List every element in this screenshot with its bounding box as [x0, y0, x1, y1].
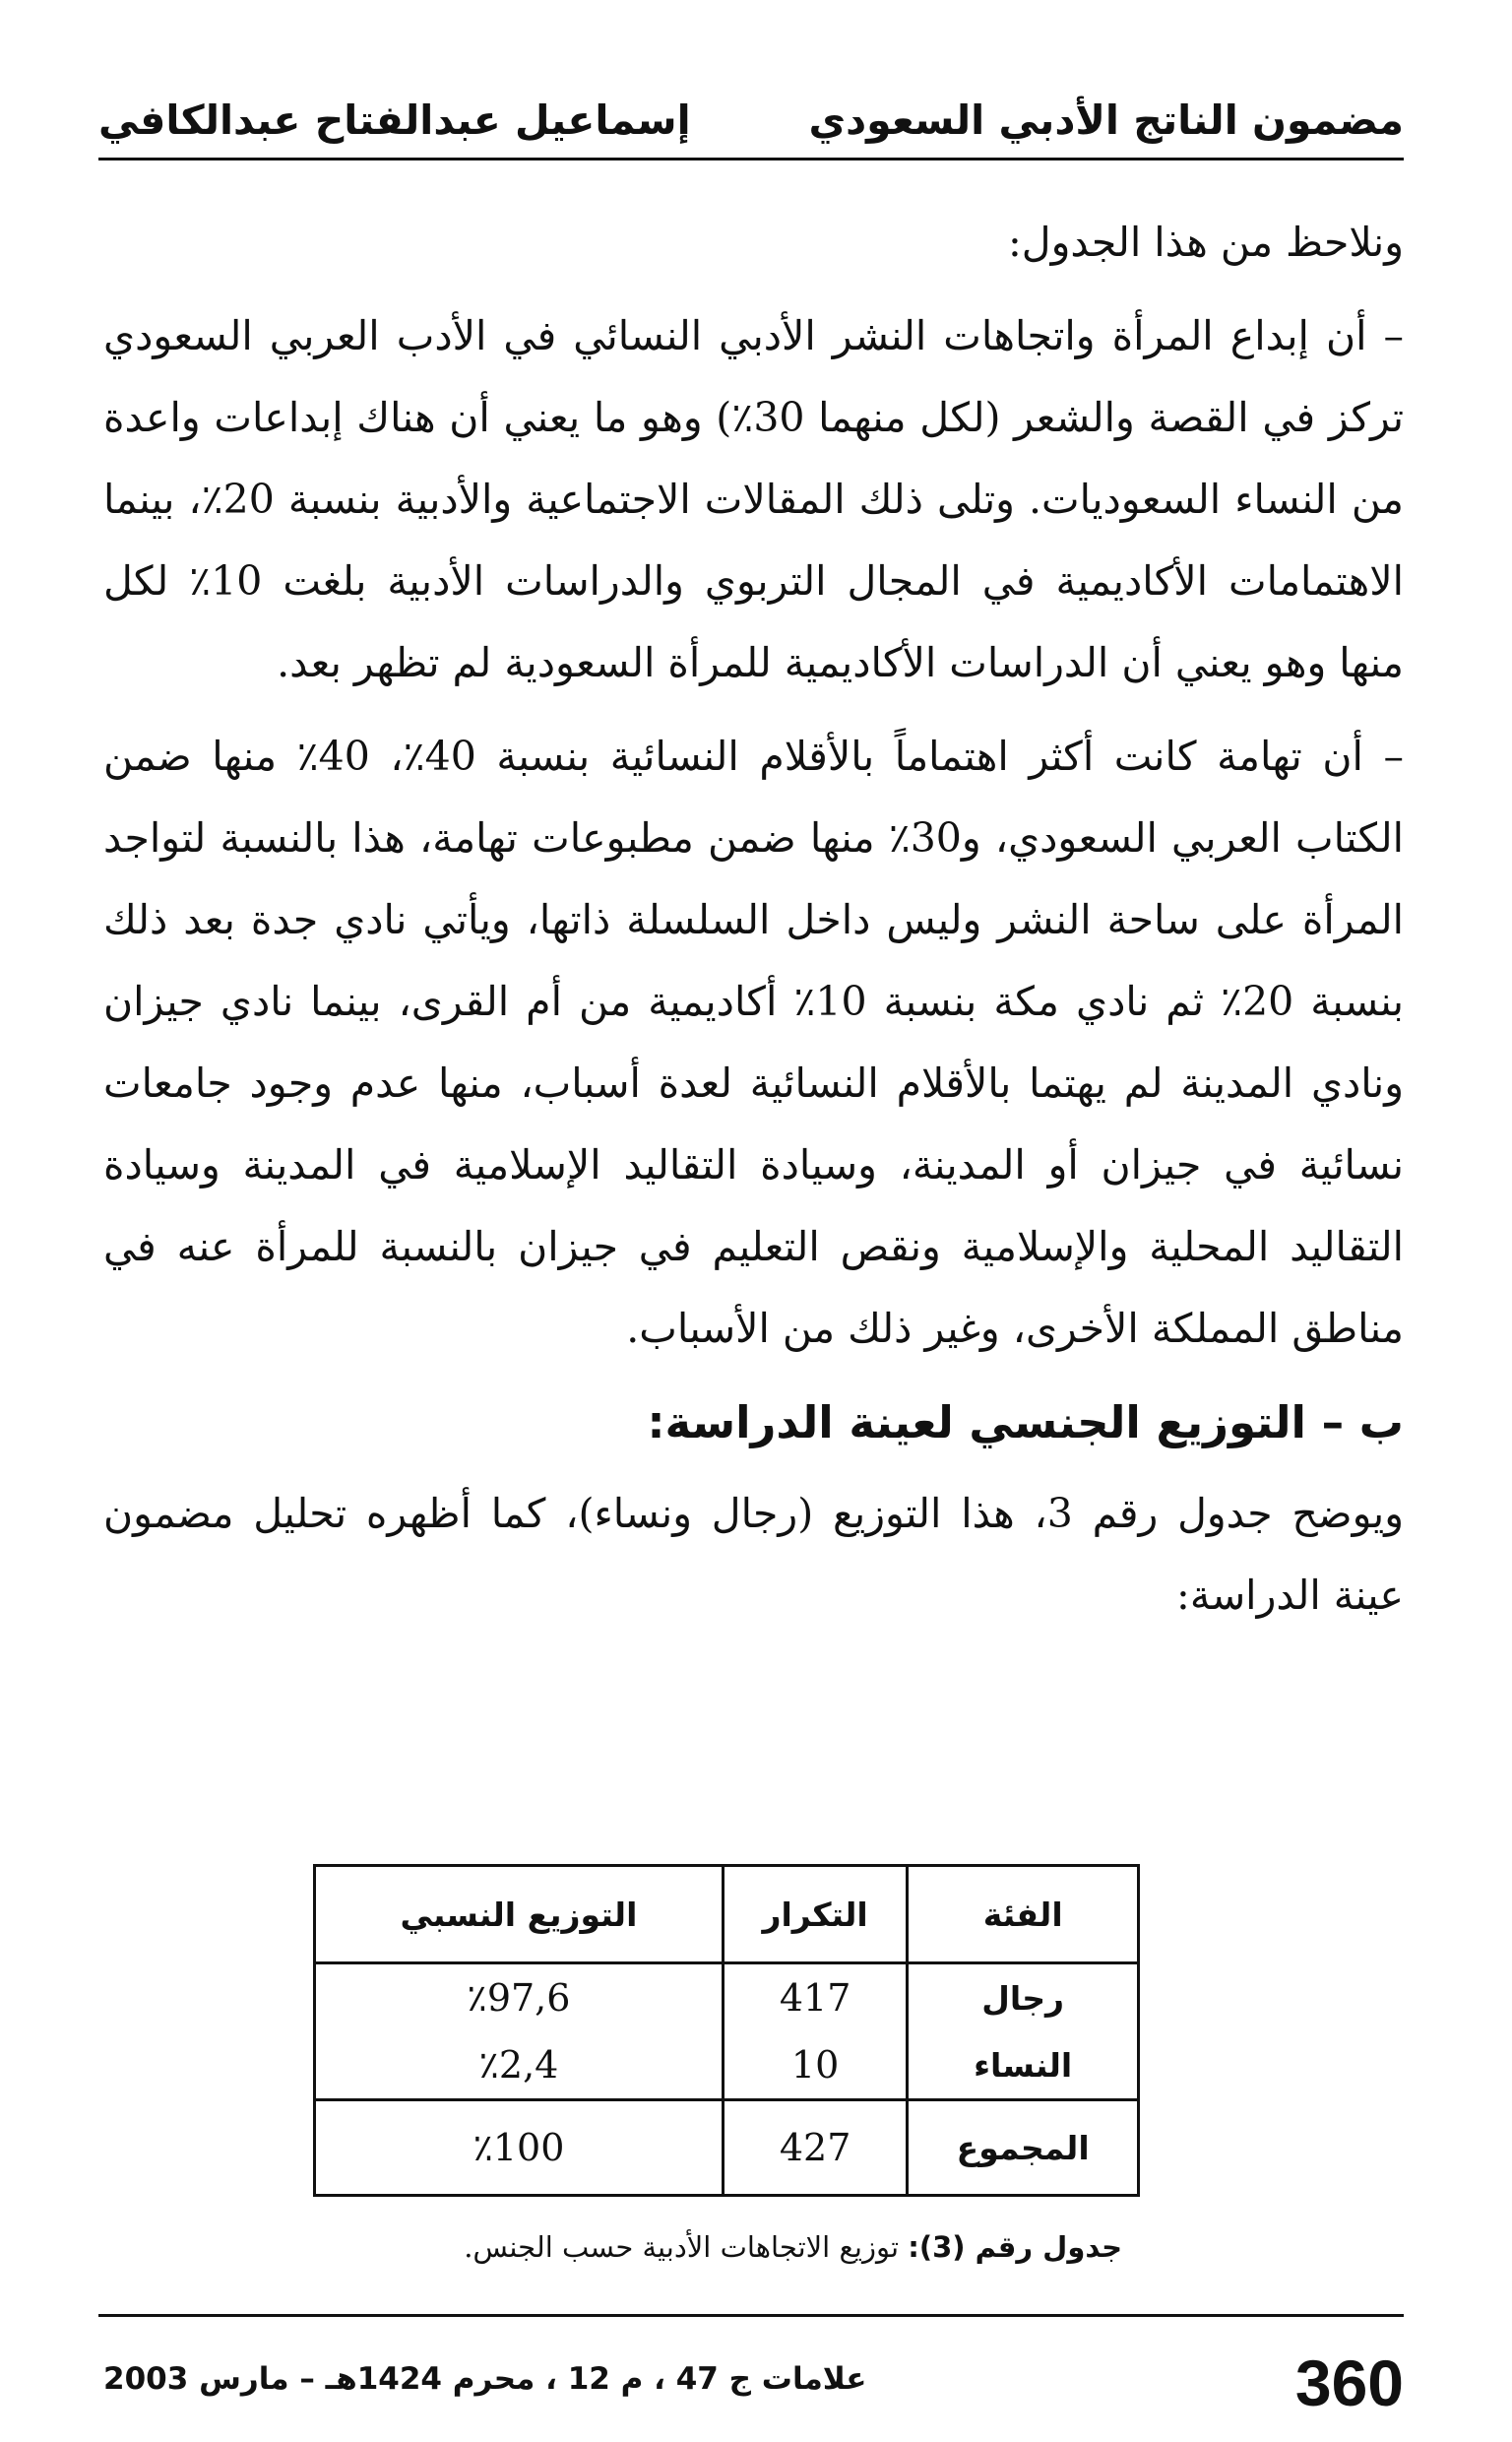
footer-rule — [98, 2314, 1404, 2317]
row-men-percentage: ٪97,6 — [315, 1963, 724, 2032]
footer-journal-info: علامات ج 47 ، م 12 ، محرم 1424هـ – مارس 2003 — [103, 2361, 867, 2397]
header-author: إسماعيل عبدالفتاح عبدالكافي — [98, 96, 691, 144]
page-number: 360 — [1294, 2346, 1404, 2419]
total-percentage: ٪100 — [315, 2100, 724, 2196]
table-row — [315, 2031, 1139, 2100]
header-title: مضمون الناتج الأدبي السعودي — [808, 96, 1404, 144]
row-men-category: رجال — [908, 1963, 1139, 2032]
row-women-percentage: ٪2,4 — [315, 2031, 724, 2100]
body-text — [103, 202, 1404, 1648]
table-row — [315, 1963, 1139, 2032]
row-women-category: النساء — [908, 2031, 1139, 2100]
paragraph-3: ويوضح جدول رقم 3، هذا التوزيع (رجال ونساء)، كما أظهره تحليل مضمون عينة الدراسة: — [103, 1490, 1404, 1619]
header-frequency: التكرار — [723, 1866, 907, 1963]
caption-text: توزيع الاتجاهات الأدبية حسب الجنس. — [464, 2230, 900, 2264]
header-rule — [98, 158, 1404, 161]
paragraph-2: – أن تهامة كانت أكثر اهتماماً بالأقلام النسائية بنسبة 40٪، 40٪ منها ضمن الكتاب العربي السعودي، و30٪ منها ضمن مطبوعات تهامة، هذا بالنسبة لتواجد المرأة على ساحة النشر وليس داخل السلسلة ذاتها، ويأتي نادي جدة بعد ذلك بنسبة 20٪ ثم نادي مكة بنسبة 10٪ أكاديمية من أم القرى، بينما نادي جيزان ونادي المدينة لم يهتما بالأقلام النسائية لعدة أسباب، منها عدم وجود جامعات نسائية في جيزان أو المدينة، وسيادة التقاليد الإسلامية في المدينة وسيادة التقاليد المحلية والإسلامية ونقص التعليم في جيزان بالنسبة للمرأة عنه في مناطق المملكة الأخرى، وغير ذلك من الأسباب. — [103, 733, 1404, 1352]
caption-label: جدول رقم (3): — [908, 2230, 1122, 2264]
distribution-table — [313, 1864, 1140, 2197]
header-category: الفئة — [908, 1866, 1139, 1963]
row-women-frequency: 10 — [723, 2031, 907, 2100]
section-heading: ب – التوزيع الجنسي لعينة الدراسة: — [647, 1396, 1404, 1448]
distribution-table-wrapper — [313, 1864, 1140, 2197]
row-men-frequency: 417 — [723, 1963, 907, 2032]
total-category: المجموع — [908, 2100, 1139, 2196]
table-total-row — [315, 2100, 1139, 2196]
table-header-row — [315, 1866, 1139, 1963]
intro-paragraph: ونلاحظ من هذا الجدول: — [1007, 219, 1404, 266]
total-frequency: 427 — [723, 2100, 907, 2196]
paragraph-1: – أن إبداع المرأة واتجاهات النشر الأدبي النسائي في الأدب العربي السعودي تركز في القصة والشعر (لكل منهما 30٪) وهو ما يعني أن هناك إبداعات واعدة من النساء السعوديات. وتلى ذلك المقالات الاجتماعية والأدبية بنسبة 20٪، بينما الاهتمامات الأكاديمية في المجال التربوي والدراسات الأدبية بلغت 10٪ لكل منها وهو يعني أن الدراسات الأكاديمية للمرأة السعودية لم تظهر بعد. — [103, 312, 1405, 686]
header-percentage: التوزيع النسبي — [315, 1866, 724, 1963]
running-header — [98, 87, 1404, 160]
table-caption — [335, 2230, 1122, 2264]
